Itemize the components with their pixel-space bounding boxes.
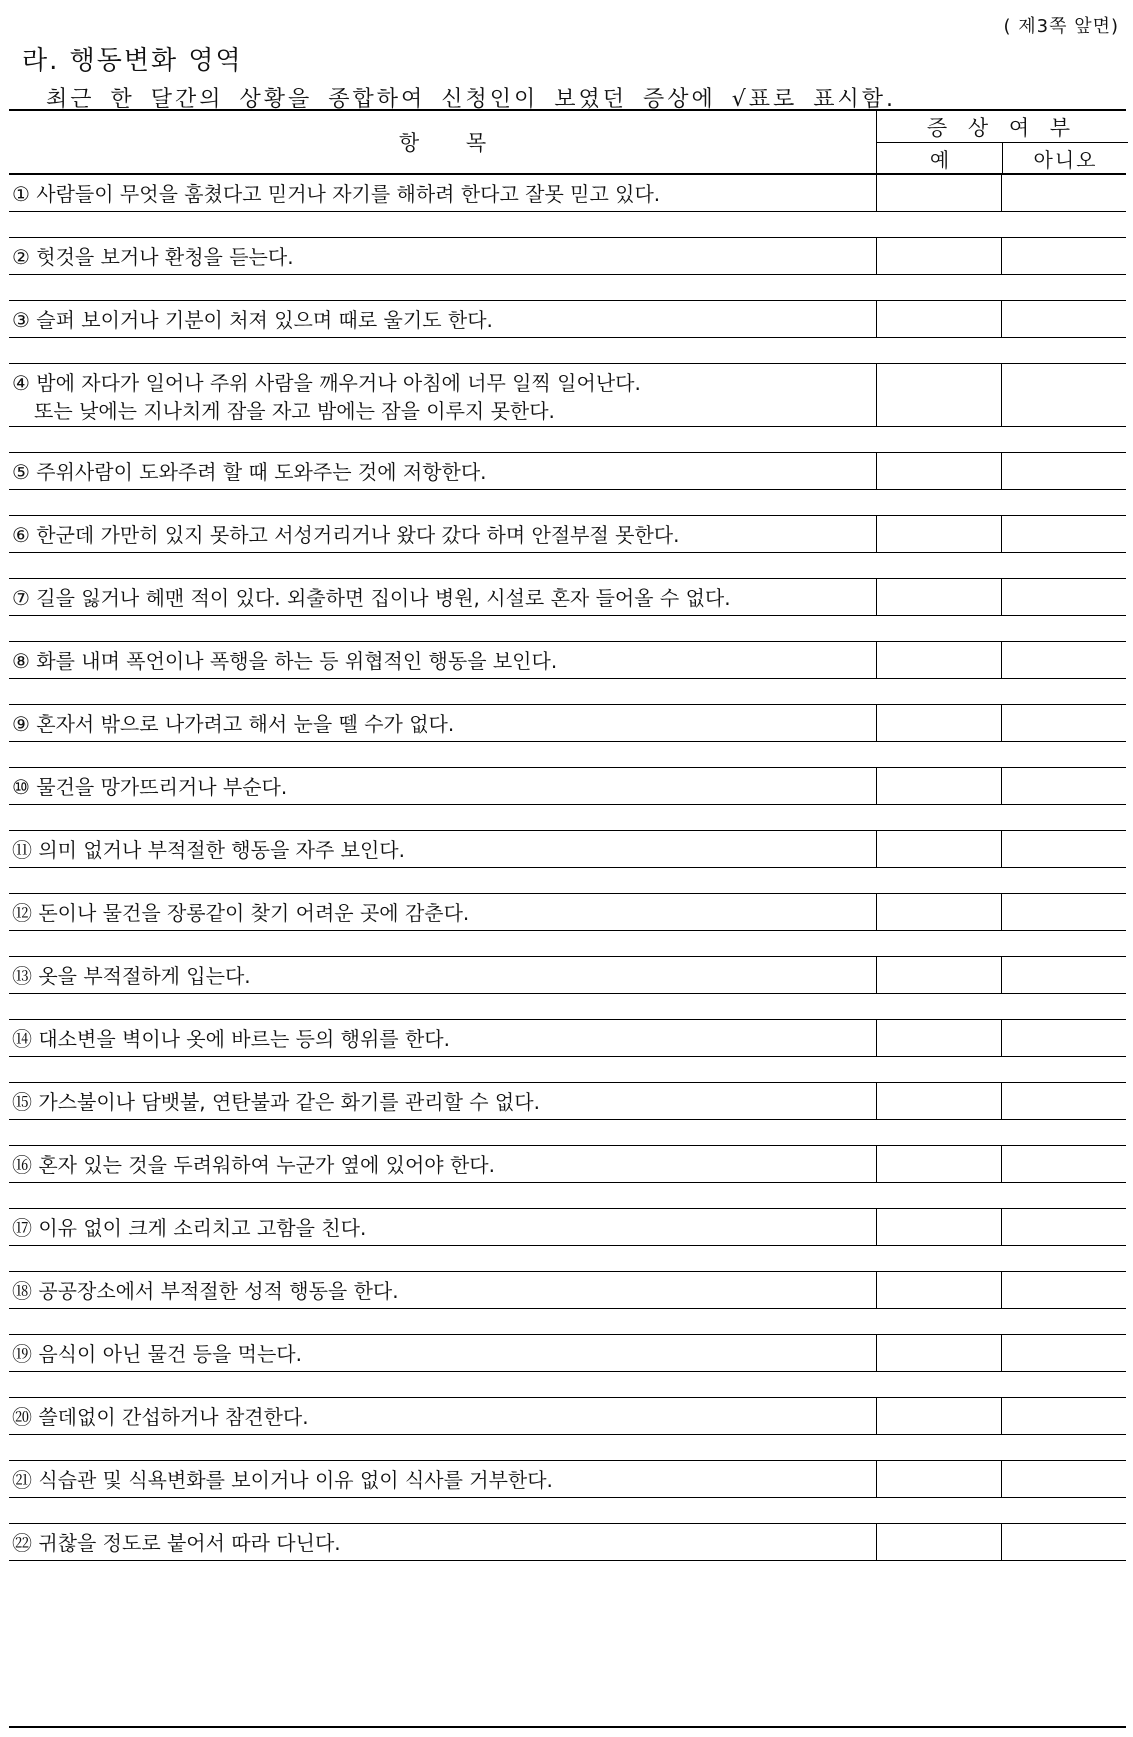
yes-check-cell[interactable] (876, 1461, 1002, 1497)
no-check-cell[interactable] (1001, 516, 1127, 552)
item-line: ⑧ 화를 내며 폭언이나 폭행을 하는 등 위협적인 행동을 보인다. (12, 649, 558, 673)
no-check-cell[interactable] (1001, 831, 1127, 867)
item-line: ⑦ 길을 잃거나 헤맨 적이 있다. 외출하면 집이나 병원, 시설로 혼자 들어올 수 없다. (12, 586, 731, 610)
checklist-item-text (12, 1340, 302, 1368)
checklist-row (9, 301, 1126, 338)
no-check-cell[interactable] (1001, 1020, 1127, 1056)
item-line: ㉑ 식습관 및 식욕변화를 보이거나 이유 없이 식사를 거부한다. (12, 1468, 553, 1492)
yes-check-cell[interactable] (876, 705, 1002, 741)
checklist-row (9, 1272, 1126, 1309)
checklist-item-text (12, 1151, 495, 1179)
item-line: ④ 밤에 자다가 일어나 주위 사람을 깨우거나 아침에 너무 일찍 일어난다. (12, 371, 641, 395)
symptom-column-group (876, 111, 1127, 173)
checklist-item-text (12, 647, 557, 675)
checklist-item-text (12, 369, 641, 425)
checklist-row (9, 894, 1126, 931)
footer-rule (9, 1726, 1126, 1728)
no-check-cell[interactable] (1001, 1524, 1127, 1560)
checklist-row (9, 175, 1126, 212)
checklist-item-text (12, 710, 454, 738)
no-check-cell[interactable] (1001, 579, 1127, 615)
section-title: 라. 행동변화 영역 (22, 46, 243, 76)
yes-column-header: 예 (877, 142, 1002, 174)
checklist-row (9, 1083, 1126, 1120)
checklist-rows (9, 175, 1126, 1561)
item-line: ⑯ 혼자 있는 것을 두려워하여 누군가 옆에 있어야 한다. (12, 1153, 495, 1177)
checklist-row (9, 1146, 1126, 1183)
yes-check-cell[interactable] (876, 1272, 1002, 1308)
checklist-item-text (12, 180, 660, 208)
checklist-row (9, 1398, 1126, 1435)
symptom-checklist-table (9, 109, 1126, 1561)
yes-check-cell[interactable] (876, 831, 1002, 867)
checklist-row (9, 705, 1126, 742)
no-check-cell[interactable] (1001, 175, 1127, 211)
checklist-item-text (12, 243, 294, 271)
yes-check-cell[interactable] (876, 1524, 1002, 1560)
item-line: ① 사람들이 무엇을 훔쳤다고 믿거나 자기를 해하려 한다고 잘못 믿고 있다. (12, 182, 661, 206)
yes-check-cell[interactable] (876, 1335, 1002, 1371)
checklist-item-text (12, 1025, 450, 1053)
yes-check-cell[interactable] (876, 957, 1002, 993)
checklist-row (9, 1020, 1126, 1057)
checklist-row (9, 579, 1126, 616)
symptom-presence-header: 증 상 여 부 (926, 115, 1078, 140)
item-line: ③ 슬퍼 보이거나 기분이 처져 있으며 때로 울기도 한다. (12, 308, 493, 332)
item-line: ⑪ 의미 없거나 부적절한 행동을 자주 보인다. (12, 838, 405, 862)
yes-check-cell[interactable] (876, 579, 1002, 615)
checklist-item-text (12, 1403, 309, 1431)
table-header (9, 109, 1126, 175)
yes-check-cell[interactable] (876, 1398, 1002, 1434)
yes-check-cell[interactable] (876, 768, 1002, 804)
yes-check-cell[interactable] (876, 516, 1002, 552)
item-line: ⑥ 한군데 가만히 있지 못하고 서성거리거나 왔다 갔다 하며 안절부절 못한다. (12, 523, 680, 547)
checklist-item-text (12, 836, 405, 864)
yes-check-cell[interactable] (876, 453, 1002, 489)
yes-check-cell[interactable] (876, 238, 1002, 274)
checklist-item-text (12, 584, 731, 612)
item-line: ② 헛것을 보거나 환청을 듣는다. (12, 245, 294, 269)
no-check-cell[interactable] (1001, 894, 1127, 930)
checklist-item-text (12, 1529, 341, 1557)
checklist-item-text (12, 306, 493, 334)
yes-check-cell[interactable] (876, 894, 1002, 930)
checklist-item-text (12, 773, 287, 801)
checklist-row (9, 364, 1126, 427)
checklist-row (9, 1209, 1126, 1246)
checklist-item-text (12, 521, 679, 549)
checklist-row (9, 768, 1126, 805)
no-check-cell[interactable] (1001, 301, 1127, 337)
checklist-row (9, 453, 1126, 490)
checklist-row (9, 1461, 1126, 1498)
yes-check-cell[interactable] (876, 175, 1002, 211)
no-check-cell[interactable] (1001, 453, 1127, 489)
no-check-cell[interactable] (1001, 1335, 1127, 1371)
no-check-cell[interactable] (1001, 238, 1127, 274)
yes-check-cell[interactable] (876, 1209, 1002, 1245)
page-label: ( 제3쪽 앞면) (1003, 16, 1119, 37)
item-line-continued: 또는 낮에는 지나치게 잠을 자고 밤에는 잠을 이루지 못한다. (34, 399, 555, 423)
no-check-cell[interactable] (1001, 768, 1127, 804)
checklist-item-text (12, 1277, 399, 1305)
item-line: ⑱ 공공장소에서 부적절한 성적 행동을 한다. (12, 1279, 399, 1303)
item-line: ⑲ 음식이 아닌 물건 등을 먹는다. (12, 1342, 302, 1366)
checklist-row (9, 831, 1126, 868)
item-column-header: 항 목 (398, 131, 487, 155)
checklist-row (9, 1335, 1126, 1372)
no-check-cell[interactable] (1001, 642, 1127, 678)
checklist-row (9, 642, 1126, 679)
no-check-cell[interactable] (1001, 1209, 1127, 1245)
yes-check-cell[interactable] (876, 301, 1002, 337)
checklist-item-text (12, 458, 487, 486)
checklist-item-text (12, 1466, 553, 1494)
item-line: ⑬ 옷을 부적절하게 입는다. (12, 964, 251, 988)
item-line: ⑮ 가스불이나 담뱃불, 연탄불과 같은 화기를 관리할 수 없다. (12, 1090, 540, 1114)
checklist-row (9, 957, 1126, 994)
no-check-cell[interactable] (1001, 705, 1127, 741)
no-check-cell[interactable] (1001, 1146, 1127, 1182)
yes-check-cell[interactable] (876, 642, 1002, 678)
item-line: ⑨ 혼자서 밖으로 나가려고 해서 눈을 뗄 수가 없다. (12, 712, 455, 736)
yes-check-cell[interactable] (876, 1146, 1002, 1182)
item-line: ⑫ 돈이나 물건을 장롱같이 찾기 어려운 곳에 감춘다. (12, 901, 470, 925)
checklist-row (9, 238, 1126, 275)
no-check-cell[interactable] (1001, 1272, 1127, 1308)
item-line: ⑰ 이유 없이 크게 소리치고 고함을 친다. (12, 1216, 367, 1240)
checklist-item-text (12, 1088, 540, 1116)
no-check-cell[interactable] (1001, 1461, 1127, 1497)
yes-check-cell[interactable] (876, 1083, 1002, 1119)
no-check-cell[interactable] (1001, 364, 1127, 426)
yes-check-cell[interactable] (876, 1020, 1002, 1056)
checklist-item-text (12, 899, 469, 927)
no-check-cell[interactable] (1001, 957, 1127, 993)
checklist-item-text (12, 962, 251, 990)
checklist-row (9, 516, 1126, 553)
instruction-text: 최근 한 달간의 상황을 종합하여 신청인이 보였던 증상에 √표로 표시함. (46, 87, 897, 112)
item-line: ⑩ 물건을 망가뜨리거나 부순다. (12, 775, 288, 799)
checklist-row (9, 1524, 1126, 1561)
item-line: ⑳ 쓸데없이 간섭하거나 참견한다. (12, 1405, 309, 1429)
item-line: ㉒ 귀찮을 정도로 붙어서 따라 다닌다. (12, 1531, 341, 1555)
no-check-cell[interactable] (1001, 1398, 1127, 1434)
item-line: ⑤ 주위사람이 도와주려 할 때 도와주는 것에 저항한다. (12, 460, 487, 484)
no-column-header: 아니오 (1002, 142, 1128, 174)
no-check-cell[interactable] (1001, 1083, 1127, 1119)
yes-check-cell[interactable] (876, 364, 1002, 426)
item-line: ⑭ 대소변을 벽이나 옷에 바르는 등의 행위를 한다. (12, 1027, 450, 1051)
checklist-item-text (12, 1214, 366, 1242)
